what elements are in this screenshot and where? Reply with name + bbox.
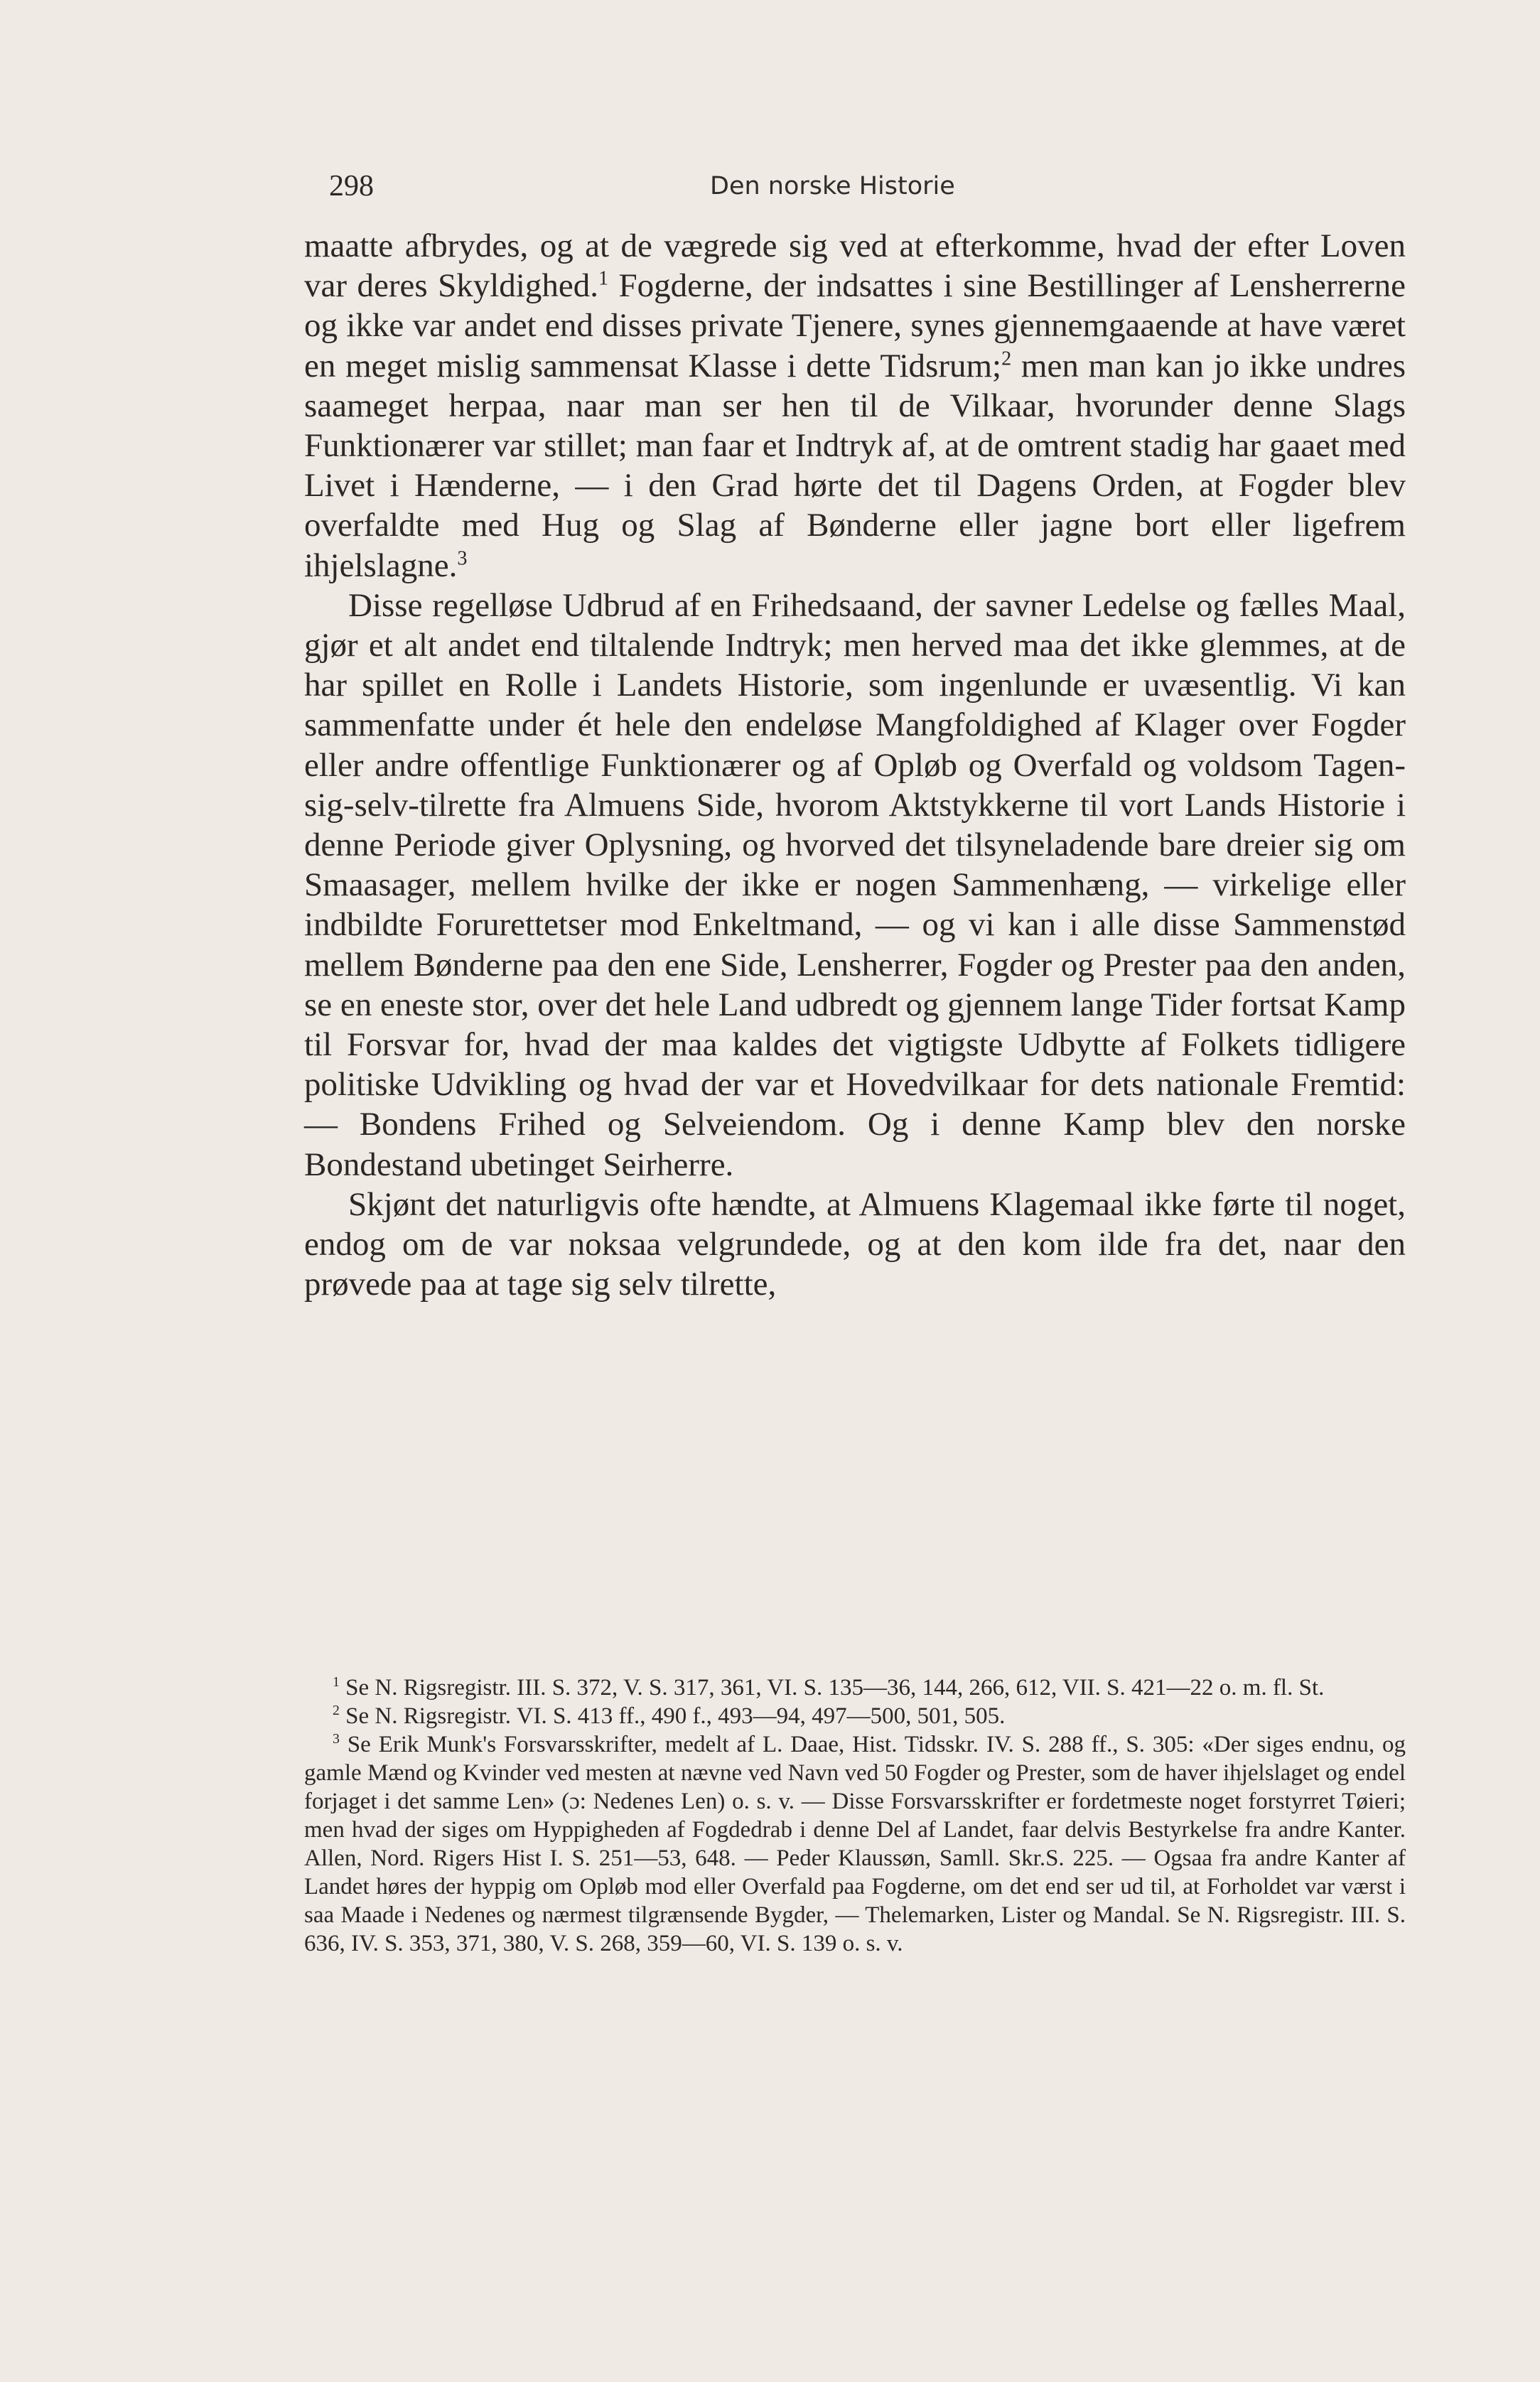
body-text [304,226,1406,1304]
paragraph-1-text-b: Fogderne, der indsattes i sine Bestillinger af Lensherrerne og ikke var andet end disses private Tjenere, synes gjennemgaaende at have været en meget mislig sammensat Klasse i dette Tidsrum; [304,267,1406,384]
footnote-2 [304,1702,1406,1730]
footnote-ref-2[interactable]: 2 [1001,347,1012,370]
running-title: Den norske Historie [710,172,955,200]
footnote-3-text: Se Erik Munk's Forsvarsskrifter, medelt af L. Daae, Hist. Tidsskr. IV. S. 288 ff., S. 305: «Der siges endnu, og gamle Mænd og Kvinder ved mesten at nævne ved Navn ved 50 Fogder og Prester, som de haver ihjelslaget og endel forjaget i det samme Len» (ɔ: Nedenes Len) o. s. v. — Disse Forsvarsskrifter er fordetmeste noget forstyrret Tøieri; men hvad der siges om Hyppigheden af Fogdedrab i denne Del af Landet, faar delvis Bestyrkelse fra andre Kanter. Allen, Nord. Rigers Hist I. S. 251—53, 648. — Peder Klaussøn, Samll. Skr.S. 225. — Ogsaa fra andre Kanter af Landet høres der hyppig om Opløb mod eller Overfald paa Fogderne, om det end ser ud til, at Forholdet var værst i saa Maade i Nedenes og nærmest tilgrænsende Bygder, — Thelemarken, Lister og Mandal. Se N. Rigsregistr. III. S. 636, IV. S. 353, 371, 380, V. S. 268, 359—60, VI. S. 139 o. s. v. [304,1732,1406,1956]
footnote-ref-3[interactable]: 3 [457,546,468,569]
footnote-1-text: Se N. Rigsregistr. III. S. 372, V. S. 317, 361, VI. S. 135—36, 144, 266, 612, VII. S. 421—22 o. m. fl. St. [345,1675,1325,1701]
footnotes [304,1674,1406,1958]
footnote-1 [304,1674,1406,1702]
footnote-3 [304,1730,1406,1958]
paragraph-1-text-a: maatte afbrydes, og at de vægrede sig ved at efterkomme, hvad der efter Loven var deres Skyldighed. [304,227,1406,305]
footnote-ref-1[interactable]: 1 [598,267,609,290]
paragraph-1 [304,226,1406,586]
footnote-marker-2: 2 [333,1703,340,1718]
page-number: 298 [329,170,374,203]
footnote-2-text: Se N. Rigsregistr. VI. S. 413 ff., 490 f., 493—94, 497—500, 501, 505. [345,1703,1006,1729]
paragraph-1-text-c: men man kan jo ikke undres saameget herpaa, naar man ser hen til de Vilkaar, hvorunder denne Slags Funktionærer var stillet; man faar et Indtryk af, at de omtrent stadig har gaaet med Livet i Hænderne, — i den Grad hørte det til Dagens Orden, at Fogder blev overfaldte med Hug og Slag af Bønderne eller jagne bort eller ligefrem ihjelslagne. [304,347,1406,584]
paragraph-3: Skjønt det naturligvis ofte hændte, at Almuens Klagemaal ikke førte til noget, endog om de var noksaa velgrundede, og at den kom ilde fra det, naar den prøvede paa at tage sig selv tilrette, [304,1185,1406,1303]
footnote-marker-3: 3 [333,1731,340,1747]
paragraph-2: Disse regelløse Udbrud af en Frihedsaand, der savner Ledelse og fælles Maal, gjør et alt andet end tiltalende Indtryk; men herved maa det ikke glemmes, at de har spillet en Rolle i Landets Historie, som ingenlunde er uvæsentlig. Vi kan sammenfatte under ét hele den endeløse Mangfoldighed af Klager over Fogder eller andre offentlige Funktionærer og af Opløb og Overfald og voldsom Tagen-sig-selv-tilrette fra Almuens Side, hvorom Aktstykkerne til vort Lands Historie i denne Periode giver Oplysning, og hvorved det tilsyneladende bare dreier sig om Smaasager, mellem hvilke der ikke er nogen Sammenhæng, — virkelige eller indbildte Forurettetser mod Enkeltmand, — og vi kan i alle disse Sammenstød mellem Bønderne paa den ene Side, Lensherrer, Fogder og Prester paa den anden, se en eneste stor, over det hele Land udbredt og gjennem lange Tider fortsat Kamp til Forsvar for, hvad der maa kaldes det vigtigste Udbytte af Folkets tidligere politiske Udvikling og hvad der var et Hovedvilkaar for dets nationale Fremtid: — Bondens Frihed og Selveiendom. Og i denne Kamp blev den norske Bondestand ubetinget Seirherre. [304,586,1406,1183]
footnote-marker-1: 1 [333,1674,340,1690]
page-header [329,169,1416,212]
